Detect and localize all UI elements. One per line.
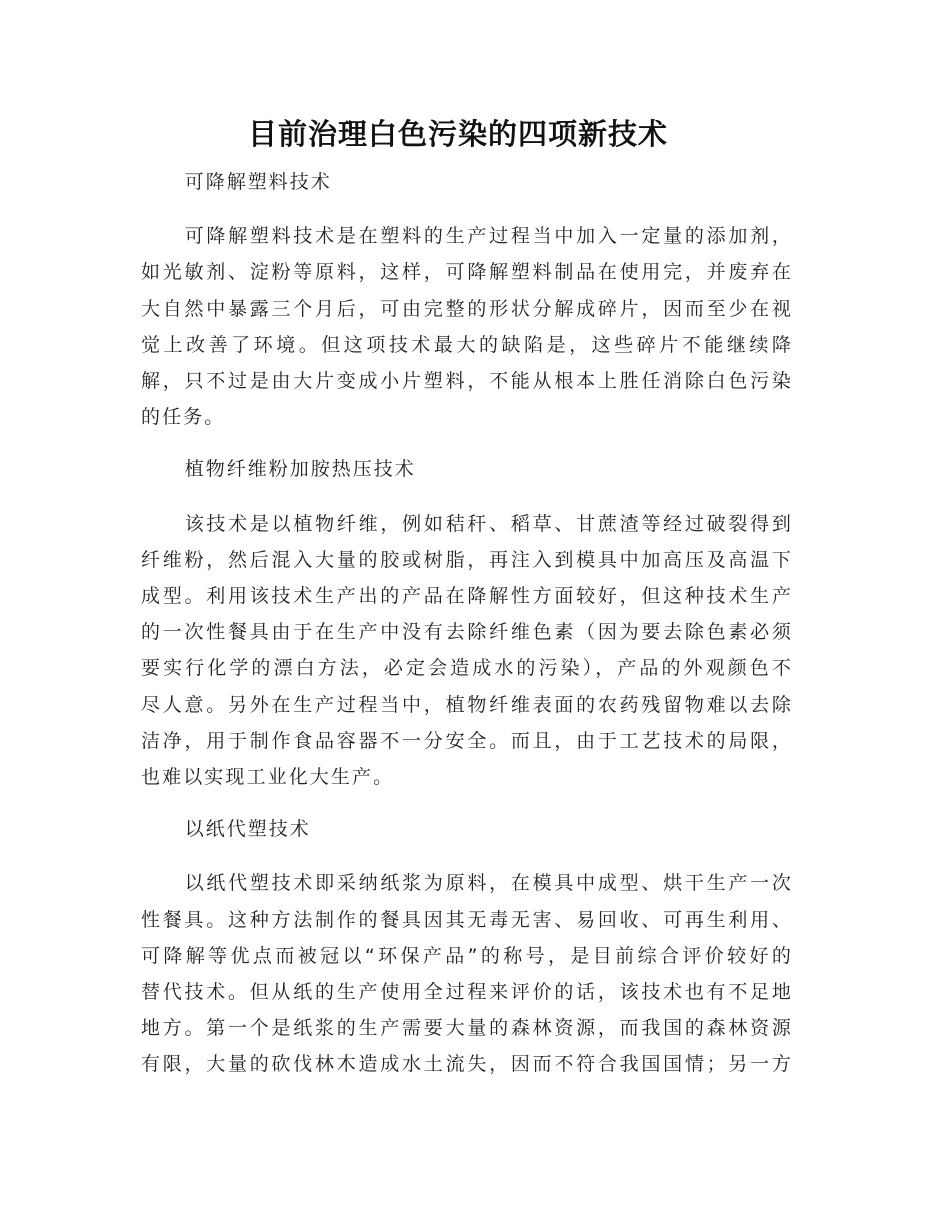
paragraph-line: 成型。利用该技术生产出的产品在降解性方面较好，但这种技术生产: [141, 585, 793, 608]
paragraph-line: 可降解塑料技术是在塑料的生产过程当中加入一定量的添加剂，: [184, 225, 793, 248]
paragraph-line: 有限，大量的砍伐林木造成水土流失，因而不符合我国国情；另一方: [141, 1053, 793, 1076]
paragraph-line: 替代技术。但从纸的生产使用全过程来评价的话，该技术也有不足地: [141, 981, 793, 1004]
paragraph-line: 性餐具。这种方法制作的餐具因其无毒无害、易回收、可再生利用、: [141, 908, 793, 931]
section-heading-plant-fiber: 植物纤维粉加胺热压技术: [184, 458, 416, 481]
section-paragraph-biodegradable-plastic: [141, 218, 793, 435]
spacer: [141, 435, 793, 451]
paragraph-line: 可降解等优点而被冠以“环保产品”的称号，是目前综合评价较好的: [141, 944, 793, 967]
paragraph-line: 的任务。: [141, 406, 226, 429]
paragraph-line: 纤维粉，然后混入大量的胶或树脂，再注入到模具中加高压及高温下: [141, 548, 793, 571]
paragraph-line: 大自然中暴露三个月后，可由完整的形状分解成碎片，因而至少在视: [141, 297, 793, 320]
paragraph-line: 的一次性餐具由于在生产中没有去除纤维色素（因为要去除色素必须: [141, 621, 793, 644]
section-heading-paper-replacing-plastic: 以纸代塑技术: [184, 818, 311, 841]
spacer: [141, 200, 793, 218]
section-heading-biodegradable-plastic: 可降解塑料技术: [184, 171, 332, 193]
paragraph-line: 要实行化学的漂白方法，必定会造成水的污染），产品的外观颜色不: [141, 657, 793, 680]
paragraph-line: 解，只不过是由大片变成小片塑料，不能从根本上胜任消除白色污染: [141, 370, 793, 393]
paragraph-line: 尽人意。另外在生产过程当中，植物纤维表面的农药残留物难以去除: [141, 693, 793, 716]
paragraph-line: 该技术是以植物纤维，例如秸秆、稻草、甘蔗渣等经过破裂得到: [184, 512, 793, 535]
paragraph-line: 以纸代塑技术即采纳纸浆为原料，在模具中成型、烘干生产一次: [184, 872, 793, 895]
section-paragraph-plant-fiber: [141, 506, 793, 796]
paragraph-line: 如光敏剂、淀粉等原料，这样，可降解塑料制品在使用完，并废弃在: [141, 261, 793, 284]
spacer: [141, 795, 793, 811]
document-title: 目前治理白色污染的四项新技术: [247, 117, 668, 151]
spacer: [141, 488, 793, 506]
document-page: [141, 112, 793, 1083]
section-paragraph-paper-replacing-plastic: [141, 865, 793, 1082]
paragraph-line: 也难以实现工业化大生产。: [141, 766, 395, 789]
paragraph-line: 地方。第一个是纸浆的生产需要大量的森林资源，而我国的森林资源: [141, 1017, 793, 1040]
spacer: [141, 847, 793, 865]
paragraph-line: 洁净，用于制作食品容器不一分安全。而且，由于工艺技术的局限，: [141, 729, 793, 752]
paragraph-line: 觉上改善了环境。但这项技术最大的缺陷是，这些碎片不能继续降: [141, 333, 793, 356]
